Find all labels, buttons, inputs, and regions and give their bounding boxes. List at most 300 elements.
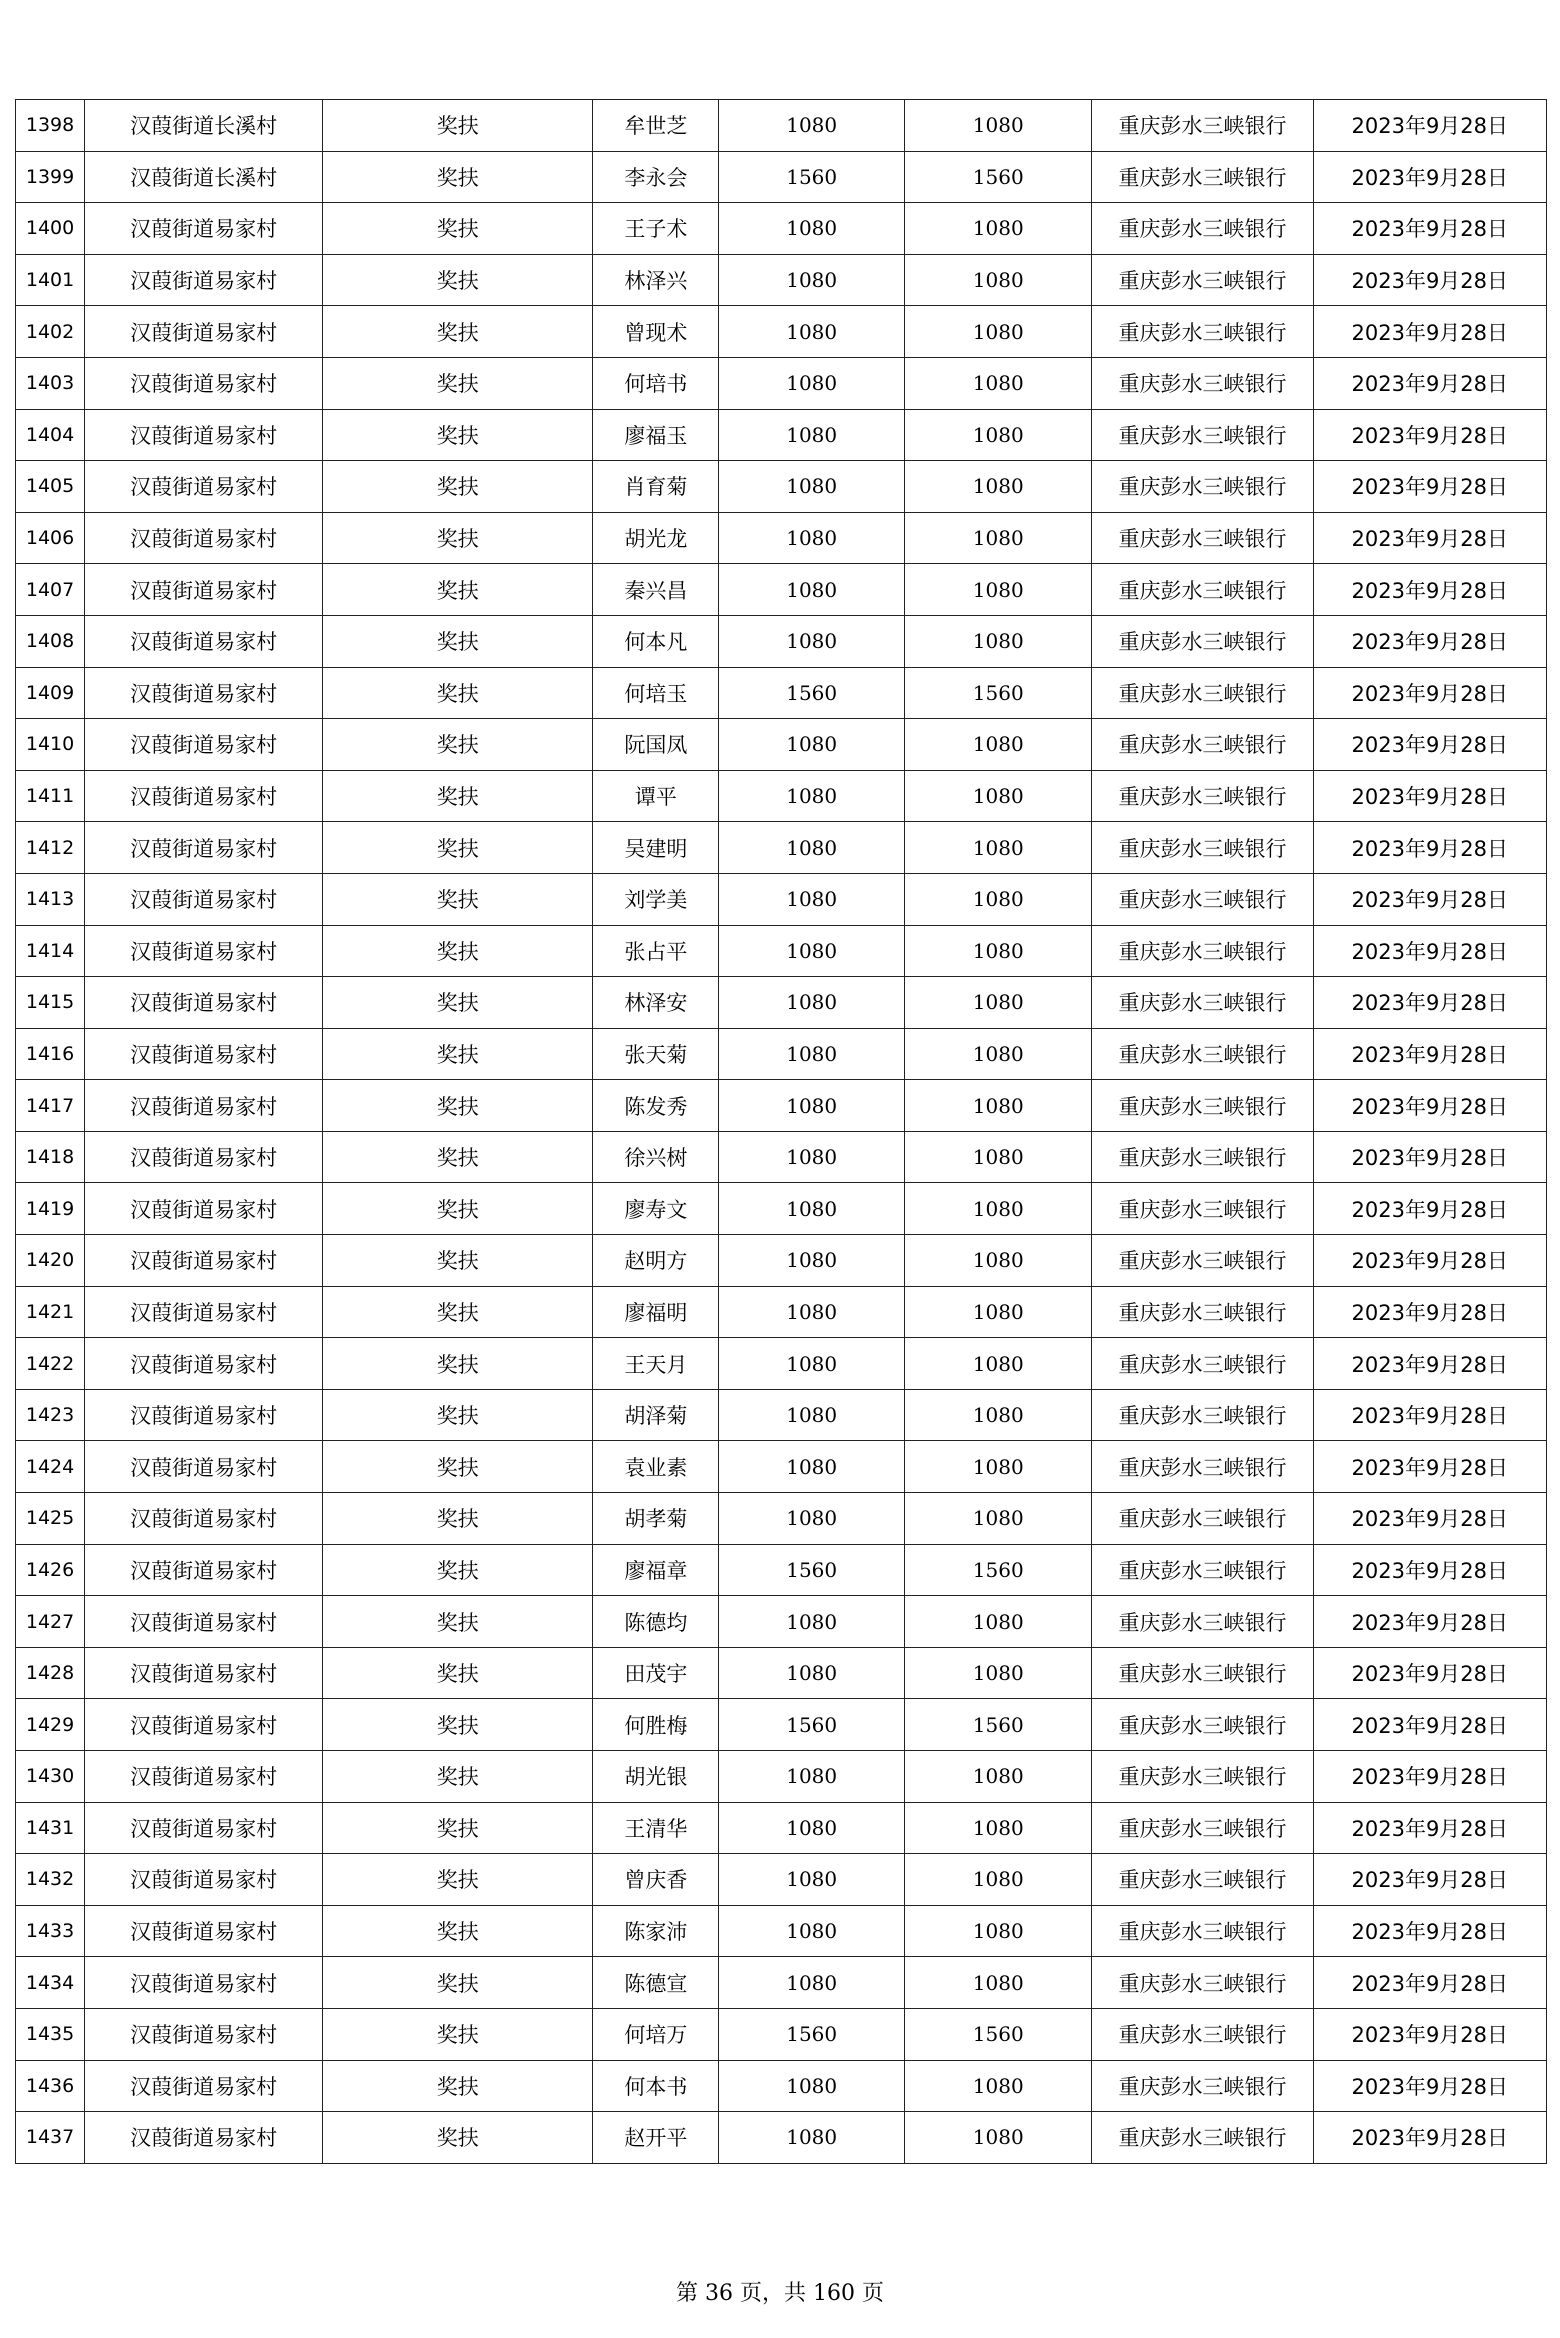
- serial-number-cell: 1419: [16, 1183, 85, 1235]
- serial-number-cell: 1431: [16, 1802, 85, 1854]
- subsidy-type-cell: 奖扶: [323, 1854, 593, 1906]
- standard-amount-cell: 1080: [719, 306, 905, 358]
- village-cell: 汉葭街道易家村: [85, 1131, 323, 1183]
- standard-amount-cell: 1560: [719, 667, 905, 719]
- paid-amount-cell: 1080: [905, 1441, 1092, 1493]
- date-cell: 2023年9月28日: [1313, 977, 1546, 1029]
- village-cell: 汉葭街道易家村: [85, 1235, 323, 1287]
- standard-amount-cell: 1080: [719, 1286, 905, 1338]
- standard-amount-cell: 1560: [719, 1699, 905, 1751]
- serial-number-cell: 1400: [16, 203, 85, 255]
- serial-number-cell: 1401: [16, 254, 85, 306]
- paid-amount-cell: 1080: [905, 1389, 1092, 1441]
- village-cell: 汉葭街道易家村: [85, 1957, 323, 2009]
- subsidy-type-cell: 奖扶: [323, 2112, 593, 2164]
- bank-cell: 重庆彭水三峡银行: [1092, 1338, 1313, 1390]
- village-cell: 汉葭街道易家村: [85, 1286, 323, 1338]
- date-cell: 2023年9月28日: [1313, 770, 1546, 822]
- village-cell: 汉葭街道易家村: [85, 1028, 323, 1080]
- table-row: [16, 151, 1547, 203]
- subsidy-type-cell: 奖扶: [323, 306, 593, 358]
- date-cell: 2023年9月28日: [1313, 1493, 1546, 1545]
- recipient-name-cell: 陈发秀: [593, 1080, 719, 1132]
- bank-cell: 重庆彭水三峡银行: [1092, 873, 1313, 925]
- recipient-name-cell: 何培书: [593, 357, 719, 409]
- subsidy-type-cell: 奖扶: [323, 1028, 593, 1080]
- standard-amount-cell: 1080: [719, 203, 905, 255]
- village-cell: 汉葭街道易家村: [85, 1647, 323, 1699]
- paid-amount-cell: 1080: [905, 1131, 1092, 1183]
- recipient-name-cell: 徐兴树: [593, 1131, 719, 1183]
- subsidy-type-cell: 奖扶: [323, 873, 593, 925]
- table-row: [16, 100, 1547, 152]
- serial-number-cell: 1421: [16, 1286, 85, 1338]
- date-cell: 2023年9月28日: [1313, 1028, 1546, 1080]
- paid-amount-cell: 1080: [905, 564, 1092, 616]
- date-cell: 2023年9月28日: [1313, 615, 1546, 667]
- bank-cell: 重庆彭水三峡银行: [1092, 719, 1313, 771]
- serial-number-cell: 1418: [16, 1131, 85, 1183]
- table-row: [16, 461, 1547, 513]
- date-cell: 2023年9月28日: [1313, 151, 1546, 203]
- serial-number-cell: 1414: [16, 925, 85, 977]
- village-cell: 汉葭街道易家村: [85, 667, 323, 719]
- subsidy-type-cell: 奖扶: [323, 151, 593, 203]
- village-cell: 汉葭街道易家村: [85, 1389, 323, 1441]
- paid-amount-cell: 1560: [905, 667, 1092, 719]
- serial-number-cell: 1406: [16, 512, 85, 564]
- subsidy-type-cell: 奖扶: [323, 100, 593, 152]
- recipient-name-cell: 王清华: [593, 1802, 719, 1854]
- date-cell: 2023年9月28日: [1313, 100, 1546, 152]
- standard-amount-cell: 1080: [719, 512, 905, 564]
- subsidy-type-cell: 奖扶: [323, 409, 593, 461]
- village-cell: 汉葭街道易家村: [85, 1699, 323, 1751]
- subsidy-type-cell: 奖扶: [323, 1080, 593, 1132]
- date-cell: 2023年9月28日: [1313, 1751, 1546, 1803]
- date-cell: 2023年9月28日: [1313, 1544, 1546, 1596]
- recipient-name-cell: 廖寿文: [593, 1183, 719, 1235]
- paid-amount-cell: 1080: [905, 873, 1092, 925]
- table-row: [16, 1286, 1547, 1338]
- standard-amount-cell: 1080: [719, 1235, 905, 1287]
- subsidy-type-cell: 奖扶: [323, 357, 593, 409]
- subsidy-type-cell: 奖扶: [323, 203, 593, 255]
- serial-number-cell: 1398: [16, 100, 85, 152]
- bank-cell: 重庆彭水三峡银行: [1092, 822, 1313, 874]
- bank-cell: 重庆彭水三峡银行: [1092, 564, 1313, 616]
- paid-amount-cell: 1080: [905, 254, 1092, 306]
- standard-amount-cell: 1080: [719, 1905, 905, 1957]
- date-cell: 2023年9月28日: [1313, 1854, 1546, 1906]
- standard-amount-cell: 1560: [719, 1544, 905, 1596]
- recipient-name-cell: 田茂宇: [593, 1647, 719, 1699]
- standard-amount-cell: 1080: [719, 1131, 905, 1183]
- paid-amount-cell: 1080: [905, 1596, 1092, 1648]
- subsidy-type-cell: 奖扶: [323, 770, 593, 822]
- bank-cell: 重庆彭水三峡银行: [1092, 151, 1313, 203]
- standard-amount-cell: 1560: [719, 2008, 905, 2060]
- serial-number-cell: 1434: [16, 1957, 85, 2009]
- subsidy-type-cell: 奖扶: [323, 1286, 593, 1338]
- table-row: [16, 667, 1547, 719]
- paid-amount-cell: 1080: [905, 2112, 1092, 2164]
- standard-amount-cell: 1080: [719, 822, 905, 874]
- recipient-name-cell: 廖福章: [593, 1544, 719, 1596]
- standard-amount-cell: 1080: [719, 2112, 905, 2164]
- serial-number-cell: 1403: [16, 357, 85, 409]
- serial-number-cell: 1402: [16, 306, 85, 358]
- date-cell: 2023年9月28日: [1313, 1389, 1546, 1441]
- paid-amount-cell: 1080: [905, 925, 1092, 977]
- village-cell: 汉葭街道易家村: [85, 977, 323, 1029]
- recipient-name-cell: 廖福玉: [593, 409, 719, 461]
- subsidy-type-cell: 奖扶: [323, 1957, 593, 2009]
- paid-amount-cell: 1080: [905, 1235, 1092, 1287]
- table-row: [16, 409, 1547, 461]
- village-cell: 汉葭街道易家村: [85, 306, 323, 358]
- date-cell: 2023年9月28日: [1313, 2112, 1546, 2164]
- paid-amount-cell: 1080: [905, 461, 1092, 513]
- serial-number-cell: 1415: [16, 977, 85, 1029]
- paid-amount-cell: 1080: [905, 1028, 1092, 1080]
- standard-amount-cell: 1080: [719, 1338, 905, 1390]
- bank-cell: 重庆彭水三峡银行: [1092, 2112, 1313, 2164]
- paid-amount-cell: 1080: [905, 1647, 1092, 1699]
- bank-cell: 重庆彭水三峡银行: [1092, 1854, 1313, 1906]
- bank-cell: 重庆彭水三峡银行: [1092, 1802, 1313, 1854]
- village-cell: 汉葭街道易家村: [85, 925, 323, 977]
- bank-cell: 重庆彭水三峡银行: [1092, 2060, 1313, 2112]
- date-cell: 2023年9月28日: [1313, 873, 1546, 925]
- date-cell: 2023年9月28日: [1313, 1183, 1546, 1235]
- recipient-name-cell: 秦兴昌: [593, 564, 719, 616]
- standard-amount-cell: 1080: [719, 770, 905, 822]
- paid-amount-cell: 1560: [905, 1699, 1092, 1751]
- date-cell: 2023年9月28日: [1313, 1905, 1546, 1957]
- table-row: [16, 203, 1547, 255]
- paid-amount-cell: 1080: [905, 1802, 1092, 1854]
- date-cell: 2023年9月28日: [1313, 1957, 1546, 2009]
- bank-cell: 重庆彭水三峡银行: [1092, 2008, 1313, 2060]
- standard-amount-cell: 1080: [719, 873, 905, 925]
- standard-amount-cell: 1080: [719, 2060, 905, 2112]
- table-row: [16, 925, 1547, 977]
- paid-amount-cell: 1080: [905, 977, 1092, 1029]
- recipient-name-cell: 曾庆香: [593, 1854, 719, 1906]
- table-row: [16, 1441, 1547, 1493]
- serial-number-cell: 1428: [16, 1647, 85, 1699]
- recipient-name-cell: 廖福明: [593, 1286, 719, 1338]
- table-row: [16, 254, 1547, 306]
- standard-amount-cell: 1080: [719, 1751, 905, 1803]
- recipient-name-cell: 林泽兴: [593, 254, 719, 306]
- bank-cell: 重庆彭水三峡银行: [1092, 357, 1313, 409]
- village-cell: 汉葭街道易家村: [85, 1183, 323, 1235]
- recipient-name-cell: 肖育菊: [593, 461, 719, 513]
- table-row: [16, 1493, 1547, 1545]
- table-row: [16, 1802, 1547, 1854]
- table-row: [16, 1647, 1547, 1699]
- standard-amount-cell: 1080: [719, 357, 905, 409]
- subsidy-type-cell: 奖扶: [323, 1544, 593, 1596]
- paid-amount-cell: 1080: [905, 822, 1092, 874]
- subsidy-type-cell: 奖扶: [323, 461, 593, 513]
- subsidy-type-cell: 奖扶: [323, 667, 593, 719]
- bank-cell: 重庆彭水三峡银行: [1092, 1286, 1313, 1338]
- data-table: [15, 99, 1547, 2164]
- recipient-name-cell: 谭平: [593, 770, 719, 822]
- village-cell: 汉葭街道长溪村: [85, 100, 323, 152]
- recipient-name-cell: 牟世芝: [593, 100, 719, 152]
- recipient-name-cell: 何胜梅: [593, 1699, 719, 1751]
- serial-number-cell: 1420: [16, 1235, 85, 1287]
- village-cell: 汉葭街道易家村: [85, 461, 323, 513]
- serial-number-cell: 1433: [16, 1905, 85, 1957]
- table-row: [16, 2008, 1547, 2060]
- bank-cell: 重庆彭水三峡银行: [1092, 1544, 1313, 1596]
- village-cell: 汉葭街道易家村: [85, 1493, 323, 1545]
- table-row: [16, 1028, 1547, 1080]
- subsidy-type-cell: 奖扶: [323, 1338, 593, 1390]
- recipient-name-cell: 张天菊: [593, 1028, 719, 1080]
- paid-amount-cell: 1080: [905, 1854, 1092, 1906]
- bank-cell: 重庆彭水三峡银行: [1092, 1493, 1313, 1545]
- paid-amount-cell: 1080: [905, 719, 1092, 771]
- date-cell: 2023年9月28日: [1313, 1647, 1546, 1699]
- date-cell: 2023年9月28日: [1313, 357, 1546, 409]
- date-cell: 2023年9月28日: [1313, 925, 1546, 977]
- serial-number-cell: 1410: [16, 719, 85, 771]
- recipient-name-cell: 袁业素: [593, 1441, 719, 1493]
- serial-number-cell: 1429: [16, 1699, 85, 1751]
- standard-amount-cell: 1080: [719, 925, 905, 977]
- recipient-name-cell: 陈德均: [593, 1596, 719, 1648]
- recipient-name-cell: 吴建明: [593, 822, 719, 874]
- standard-amount-cell: 1080: [719, 1080, 905, 1132]
- recipient-name-cell: 赵明方: [593, 1235, 719, 1287]
- standard-amount-cell: 1080: [719, 1957, 905, 2009]
- serial-number-cell: 1426: [16, 1544, 85, 1596]
- village-cell: 汉葭街道易家村: [85, 1854, 323, 1906]
- paid-amount-cell: 1560: [905, 1544, 1092, 1596]
- recipient-name-cell: 何本凡: [593, 615, 719, 667]
- village-cell: 汉葭街道易家村: [85, 1080, 323, 1132]
- table-row: [16, 1389, 1547, 1441]
- date-cell: 2023年9月28日: [1313, 1286, 1546, 1338]
- table-row: [16, 770, 1547, 822]
- subsidy-type-cell: 奖扶: [323, 1699, 593, 1751]
- serial-number-cell: 1423: [16, 1389, 85, 1441]
- date-cell: 2023年9月28日: [1313, 1596, 1546, 1648]
- bank-cell: 重庆彭水三峡银行: [1092, 409, 1313, 461]
- village-cell: 汉葭街道易家村: [85, 1905, 323, 1957]
- date-cell: 2023年9月28日: [1313, 1338, 1546, 1390]
- village-cell: 汉葭街道易家村: [85, 203, 323, 255]
- village-cell: 汉葭街道易家村: [85, 719, 323, 771]
- village-cell: 汉葭街道易家村: [85, 615, 323, 667]
- paid-amount-cell: 1080: [905, 409, 1092, 461]
- date-cell: 2023年9月28日: [1313, 2060, 1546, 2112]
- village-cell: 汉葭街道易家村: [85, 770, 323, 822]
- date-cell: 2023年9月28日: [1313, 409, 1546, 461]
- bank-cell: 重庆彭水三峡银行: [1092, 615, 1313, 667]
- subsidy-type-cell: 奖扶: [323, 977, 593, 1029]
- bank-cell: 重庆彭水三峡银行: [1092, 1647, 1313, 1699]
- serial-number-cell: 1425: [16, 1493, 85, 1545]
- date-cell: 2023年9月28日: [1313, 203, 1546, 255]
- village-cell: 汉葭街道易家村: [85, 822, 323, 874]
- recipient-name-cell: 胡光银: [593, 1751, 719, 1803]
- table-row: [16, 1751, 1547, 1803]
- date-cell: 2023年9月28日: [1313, 1441, 1546, 1493]
- date-cell: 2023年9月28日: [1313, 1235, 1546, 1287]
- table-row: [16, 1183, 1547, 1235]
- paid-amount-cell: 1080: [905, 1905, 1092, 1957]
- serial-number-cell: 1430: [16, 1751, 85, 1803]
- village-cell: 汉葭街道易家村: [85, 1596, 323, 1648]
- recipient-name-cell: 何培玉: [593, 667, 719, 719]
- village-cell: 汉葭街道易家村: [85, 2112, 323, 2164]
- standard-amount-cell: 1080: [719, 100, 905, 152]
- subsidy-type-cell: 奖扶: [323, 1751, 593, 1803]
- standard-amount-cell: 1080: [719, 977, 905, 1029]
- serial-number-cell: 1416: [16, 1028, 85, 1080]
- paid-amount-cell: 1080: [905, 1080, 1092, 1132]
- standard-amount-cell: 1080: [719, 1441, 905, 1493]
- table-row: [16, 2060, 1547, 2112]
- standard-amount-cell: 1080: [719, 564, 905, 616]
- standard-amount-cell: 1080: [719, 409, 905, 461]
- table-row: [16, 615, 1547, 667]
- date-cell: 2023年9月28日: [1313, 1080, 1546, 1132]
- table-row: [16, 1905, 1547, 1957]
- recipient-name-cell: 张占平: [593, 925, 719, 977]
- recipient-name-cell: 阮国凤: [593, 719, 719, 771]
- bank-cell: 重庆彭水三峡银行: [1092, 925, 1313, 977]
- standard-amount-cell: 1080: [719, 1854, 905, 1906]
- village-cell: 汉葭街道易家村: [85, 1751, 323, 1803]
- bank-cell: 重庆彭水三峡银行: [1092, 100, 1313, 152]
- paid-amount-cell: 1080: [905, 100, 1092, 152]
- serial-number-cell: 1422: [16, 1338, 85, 1390]
- subsidy-type-cell: 奖扶: [323, 2060, 593, 2112]
- standard-amount-cell: 1080: [719, 1802, 905, 1854]
- paid-amount-cell: 1080: [905, 357, 1092, 409]
- bank-cell: 重庆彭水三峡银行: [1092, 1596, 1313, 1648]
- recipient-name-cell: 林泽安: [593, 977, 719, 1029]
- serial-number-cell: 1437: [16, 2112, 85, 2164]
- village-cell: 汉葭街道易家村: [85, 1441, 323, 1493]
- village-cell: 汉葭街道长溪村: [85, 151, 323, 203]
- table-row: [16, 1699, 1547, 1751]
- recipient-name-cell: 胡孝菊: [593, 1493, 719, 1545]
- standard-amount-cell: 1080: [719, 719, 905, 771]
- serial-number-cell: 1417: [16, 1080, 85, 1132]
- serial-number-cell: 1408: [16, 615, 85, 667]
- paid-amount-cell: 1080: [905, 203, 1092, 255]
- bank-cell: 重庆彭水三峡银行: [1092, 1028, 1313, 1080]
- date-cell: 2023年9月28日: [1313, 512, 1546, 564]
- standard-amount-cell: 1080: [719, 461, 905, 513]
- village-cell: 汉葭街道易家村: [85, 512, 323, 564]
- standard-amount-cell: 1080: [719, 1596, 905, 1648]
- date-cell: 2023年9月28日: [1313, 667, 1546, 719]
- table-row: [16, 1080, 1547, 1132]
- standard-amount-cell: 1080: [719, 1493, 905, 1545]
- recipient-name-cell: 胡光龙: [593, 512, 719, 564]
- serial-number-cell: 1404: [16, 409, 85, 461]
- subsidy-type-cell: 奖扶: [323, 1493, 593, 1545]
- table-row: [16, 1235, 1547, 1287]
- paid-amount-cell: 1080: [905, 615, 1092, 667]
- recipient-name-cell: 何培万: [593, 2008, 719, 2060]
- serial-number-cell: 1435: [16, 2008, 85, 2060]
- recipient-name-cell: 王子术: [593, 203, 719, 255]
- bank-cell: 重庆彭水三峡银行: [1092, 461, 1313, 513]
- table-row: [16, 719, 1547, 771]
- date-cell: 2023年9月28日: [1313, 1802, 1546, 1854]
- standard-amount-cell: 1080: [719, 1389, 905, 1441]
- serial-number-cell: 1412: [16, 822, 85, 874]
- subsidy-type-cell: 奖扶: [323, 1389, 593, 1441]
- recipient-name-cell: 王天月: [593, 1338, 719, 1390]
- recipient-name-cell: 赵开平: [593, 2112, 719, 2164]
- subsidy-type-cell: 奖扶: [323, 1235, 593, 1287]
- serial-number-cell: 1427: [16, 1596, 85, 1648]
- recipient-name-cell: 刘学美: [593, 873, 719, 925]
- paid-amount-cell: 1080: [905, 1183, 1092, 1235]
- standard-amount-cell: 1080: [719, 1183, 905, 1235]
- date-cell: 2023年9月28日: [1313, 2008, 1546, 2060]
- serial-number-cell: 1411: [16, 770, 85, 822]
- date-cell: 2023年9月28日: [1313, 461, 1546, 513]
- bank-cell: 重庆彭水三峡银行: [1092, 306, 1313, 358]
- bank-cell: 重庆彭水三峡银行: [1092, 512, 1313, 564]
- village-cell: 汉葭街道易家村: [85, 1544, 323, 1596]
- subsidy-type-cell: 奖扶: [323, 1183, 593, 1235]
- date-cell: 2023年9月28日: [1313, 564, 1546, 616]
- subsidy-type-cell: 奖扶: [323, 512, 593, 564]
- subsidy-type-cell: 奖扶: [323, 822, 593, 874]
- table-row: [16, 1596, 1547, 1648]
- standard-amount-cell: 1080: [719, 254, 905, 306]
- subsidy-type-cell: 奖扶: [323, 564, 593, 616]
- recipient-name-cell: 陈家沛: [593, 1905, 719, 1957]
- paid-amount-cell: 1080: [905, 2060, 1092, 2112]
- bank-cell: 重庆彭水三峡银行: [1092, 1441, 1313, 1493]
- village-cell: 汉葭街道易家村: [85, 1802, 323, 1854]
- subsidy-type-cell: 奖扶: [323, 719, 593, 771]
- paid-amount-cell: 1080: [905, 1751, 1092, 1803]
- bank-cell: 重庆彭水三峡银行: [1092, 1235, 1313, 1287]
- table-row: [16, 306, 1547, 358]
- table-row: [16, 822, 1547, 874]
- subsidy-type-cell: 奖扶: [323, 615, 593, 667]
- table-row: [16, 977, 1547, 1029]
- bank-cell: 重庆彭水三峡银行: [1092, 1080, 1313, 1132]
- table-body: [16, 100, 1547, 2164]
- paid-amount-cell: 1560: [905, 151, 1092, 203]
- bank-cell: 重庆彭水三峡银行: [1092, 1131, 1313, 1183]
- village-cell: 汉葭街道易家村: [85, 254, 323, 306]
- table-row: [16, 1338, 1547, 1390]
- bank-cell: 重庆彭水三峡银行: [1092, 770, 1313, 822]
- subsidy-type-cell: 奖扶: [323, 1647, 593, 1699]
- bank-cell: 重庆彭水三峡银行: [1092, 1905, 1313, 1957]
- paid-amount-cell: 1080: [905, 770, 1092, 822]
- village-cell: 汉葭街道易家村: [85, 873, 323, 925]
